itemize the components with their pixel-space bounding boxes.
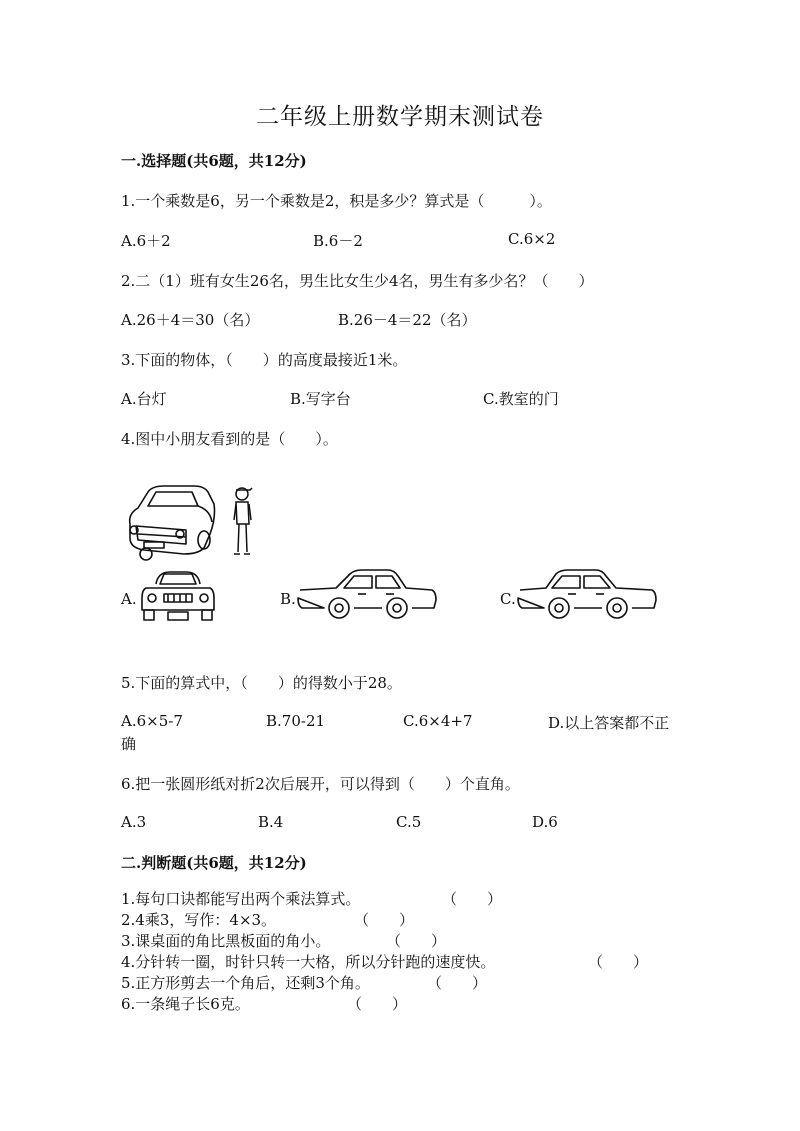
question-3-option-a[interactable]: A.台灯 (121, 390, 167, 408)
judge-item-6-blank[interactable]: （ ） (347, 995, 408, 1013)
question-5-option-d[interactable]: D.以上答案都不正 (548, 714, 670, 732)
judge-item-4 (121, 952, 495, 973)
question-3-option-b[interactable]: B.写字台 (290, 390, 351, 408)
judge-item-text: 6.一条绳子长6克。 (121, 995, 250, 1013)
question-4-stem: 4.图中小朋友看到的是（ ）。 (121, 430, 338, 448)
judge-item-6 (121, 994, 250, 1015)
section-heading-choice: 一.选择题(共6题，共12分) (121, 152, 307, 170)
car-side-view-icon[interactable] (516, 568, 658, 620)
question-2-stem: 2.二（1）班有女生26名，男生比女生少4名，男生有多少名？（ ） (121, 272, 594, 290)
page-title: 二年级上册数学期末测试卷 (256, 104, 544, 130)
judge-item-text: 3.课桌面的角比黑板面的角小。 (121, 932, 331, 950)
question-2-option-a[interactable]: A.26＋4＝30（名） (121, 311, 260, 329)
question-4-option-c[interactable]: C. (500, 590, 516, 608)
judge-item-1-blank[interactable]: （ ） (442, 890, 503, 908)
question-1-option-c[interactable]: C.6×2 (508, 230, 556, 248)
judge-item-3-blank[interactable]: （ ） (386, 932, 447, 950)
question-1-option-b[interactable]: B.6－2 (313, 232, 363, 250)
judge-item-text: 2.4乘3，写作：4×3。 (121, 911, 277, 929)
question-5-stem: 5.下面的算式中，（ ）的得数小于28。 (121, 674, 402, 692)
question-4-option-a[interactable]: A. (121, 590, 137, 608)
question-3-stem: 3.下面的物体，（ ）的高度最接近1米。 (121, 351, 408, 369)
question-6-option-d[interactable]: D.6 (532, 813, 558, 831)
judge-item-text: 4.分针转一圈，时针只转一大格，所以分针跑的速度快。 (121, 953, 496, 971)
question-4-option-b[interactable]: B. (280, 590, 296, 608)
question-5-option-a[interactable]: A.6×5-7 (121, 712, 183, 730)
judge-item-5 (121, 973, 370, 994)
question-2-option-b[interactable]: B.26－4＝22（名） (338, 311, 477, 329)
question-5-option-c[interactable]: C.6×4+7 (403, 712, 473, 730)
question-6-option-a[interactable]: A.3 (121, 813, 147, 831)
judge-item-text: 1.每句口诀都能写出两个乘法算式。 (121, 890, 361, 908)
judge-item-text: 5.正方形剪去一个角后，还剩3个角。 (121, 974, 370, 992)
judge-item-3 (121, 931, 330, 952)
judge-item-2 (121, 910, 276, 931)
question-6-option-c[interactable]: C.5 (396, 813, 422, 831)
judge-item-2-blank[interactable]: （ ） (354, 911, 415, 929)
car-and-child-illustration (124, 478, 264, 568)
car-side-view-icon[interactable] (296, 568, 438, 620)
question-6-option-b[interactable]: B.4 (258, 813, 284, 831)
question-1-stem: 1.一个乘数是6，另一个乘数是2，积是多少？算式是（ ）。 (121, 192, 552, 210)
judge-item-4-blank[interactable]: （ ） (588, 953, 649, 971)
judge-item-1 (121, 889, 360, 910)
section-heading-true-false: 二.判断题(共6题，共12分) (121, 854, 307, 872)
question-5-option-b[interactable]: B.70-21 (266, 712, 326, 730)
judge-item-5-blank[interactable]: （ ） (427, 974, 488, 992)
question-6-stem: 6.把一张圆形纸对折2次后展开，可以得到（ ）个直角。 (121, 775, 520, 793)
question-5-option-d-wrap: 确 (121, 735, 137, 753)
question-1-option-a[interactable]: A.6＋2 (121, 232, 171, 250)
car-front-view-icon[interactable] (138, 568, 218, 624)
question-3-option-c[interactable]: C.教室的门 (483, 390, 559, 408)
